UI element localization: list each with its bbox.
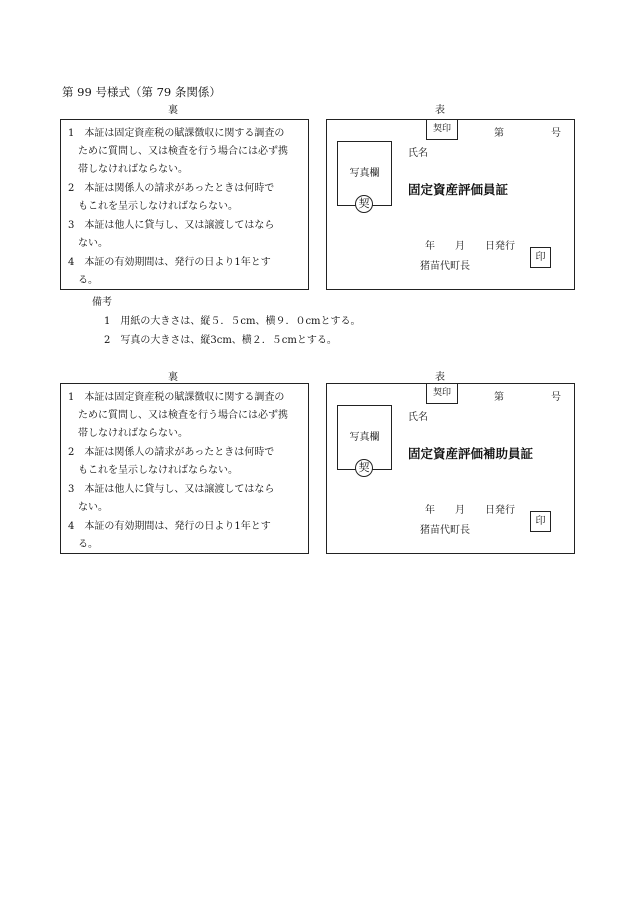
keiin-stamp-box: 契印 [426,383,458,404]
back-text-line: もこれを呈示しなければならない。 [68,201,238,212]
photo-label: 写真欄 [349,432,380,443]
back-card-label: 裏 [168,372,178,383]
issue-date-line: 年 月 日発行 [425,241,515,252]
card-title: 固定資産評価員証 [408,182,509,197]
card-title: 固定資産評価補助員証 [408,446,534,461]
back-text-line: 2 本証は関係人の請求があったときは何時で [68,447,275,458]
remarks-item: 2 写真の大きさは、縦3cm、横２．５cmとする。 [104,335,337,346]
back-text-line: 1 本証は固定資産税の賦課徴収に関する調査の [68,392,285,403]
back-text-line: ために質問し、又は検査を行う場合には必ず携 [68,410,288,421]
kei-seal: 契 [355,195,373,213]
keiin-stamp-box: 契印 [426,119,458,140]
back-text-line: 帯しなければならない。 [68,428,188,439]
number-go: 号 [551,128,561,139]
back-card-1 [60,119,309,290]
front-card-2 [326,383,575,554]
back-text-line: ない。 [68,238,108,249]
issuer-label: 猪苗代町長 [420,525,470,536]
name-label: 氏名 [408,148,428,159]
front-card-label: 表 [435,372,445,383]
back-text-line: 3 本証は他人に貸与し、又は譲渡してはなら [68,484,275,495]
number-go: 号 [551,392,561,403]
issue-date-line: 年 月 日発行 [425,505,515,516]
remarks-heading: 備考 [92,297,112,308]
front-card-1 [326,119,575,290]
inkan-box: 印 [530,511,551,532]
photo-label: 写真欄 [349,168,380,179]
remarks-item: 1 用紙の大きさは、縦５．５cm、横９．０cmとする。 [104,316,361,327]
back-card-2 [60,383,309,554]
number-dai: 第 [494,392,504,403]
back-text-line: 帯しなければならない。 [68,164,188,175]
back-text-line: もこれを呈示しなければならない。 [68,465,238,476]
back-text-line: ない。 [68,502,108,513]
back-text-line: 4 本証の有効期間は、発行の日より1年とす [68,257,271,268]
back-text-line: 4 本証の有効期間は、発行の日より1年とす [68,521,271,532]
back-text-line: 1 本証は固定資産税の賦課徴収に関する調査の [68,128,285,139]
kei-seal: 契 [355,459,373,477]
front-card-label: 表 [435,105,445,116]
back-text-line: る。 [68,275,98,286]
back-text-line: 2 本証は関係人の請求があったときは何時で [68,183,275,194]
name-label: 氏名 [408,412,428,423]
back-text-line: ために質問し、又は検査を行う場合には必ず携 [68,146,288,157]
form-title: 第 99 号様式（第 79 条関係） [62,85,221,99]
back-text-line: る。 [68,539,98,550]
back-card-label: 裏 [168,105,178,116]
back-text-line: 3 本証は他人に貸与し、又は譲渡してはなら [68,220,275,231]
issuer-label: 猪苗代町長 [420,261,470,272]
inkan-box: 印 [530,247,551,268]
number-dai: 第 [494,128,504,139]
